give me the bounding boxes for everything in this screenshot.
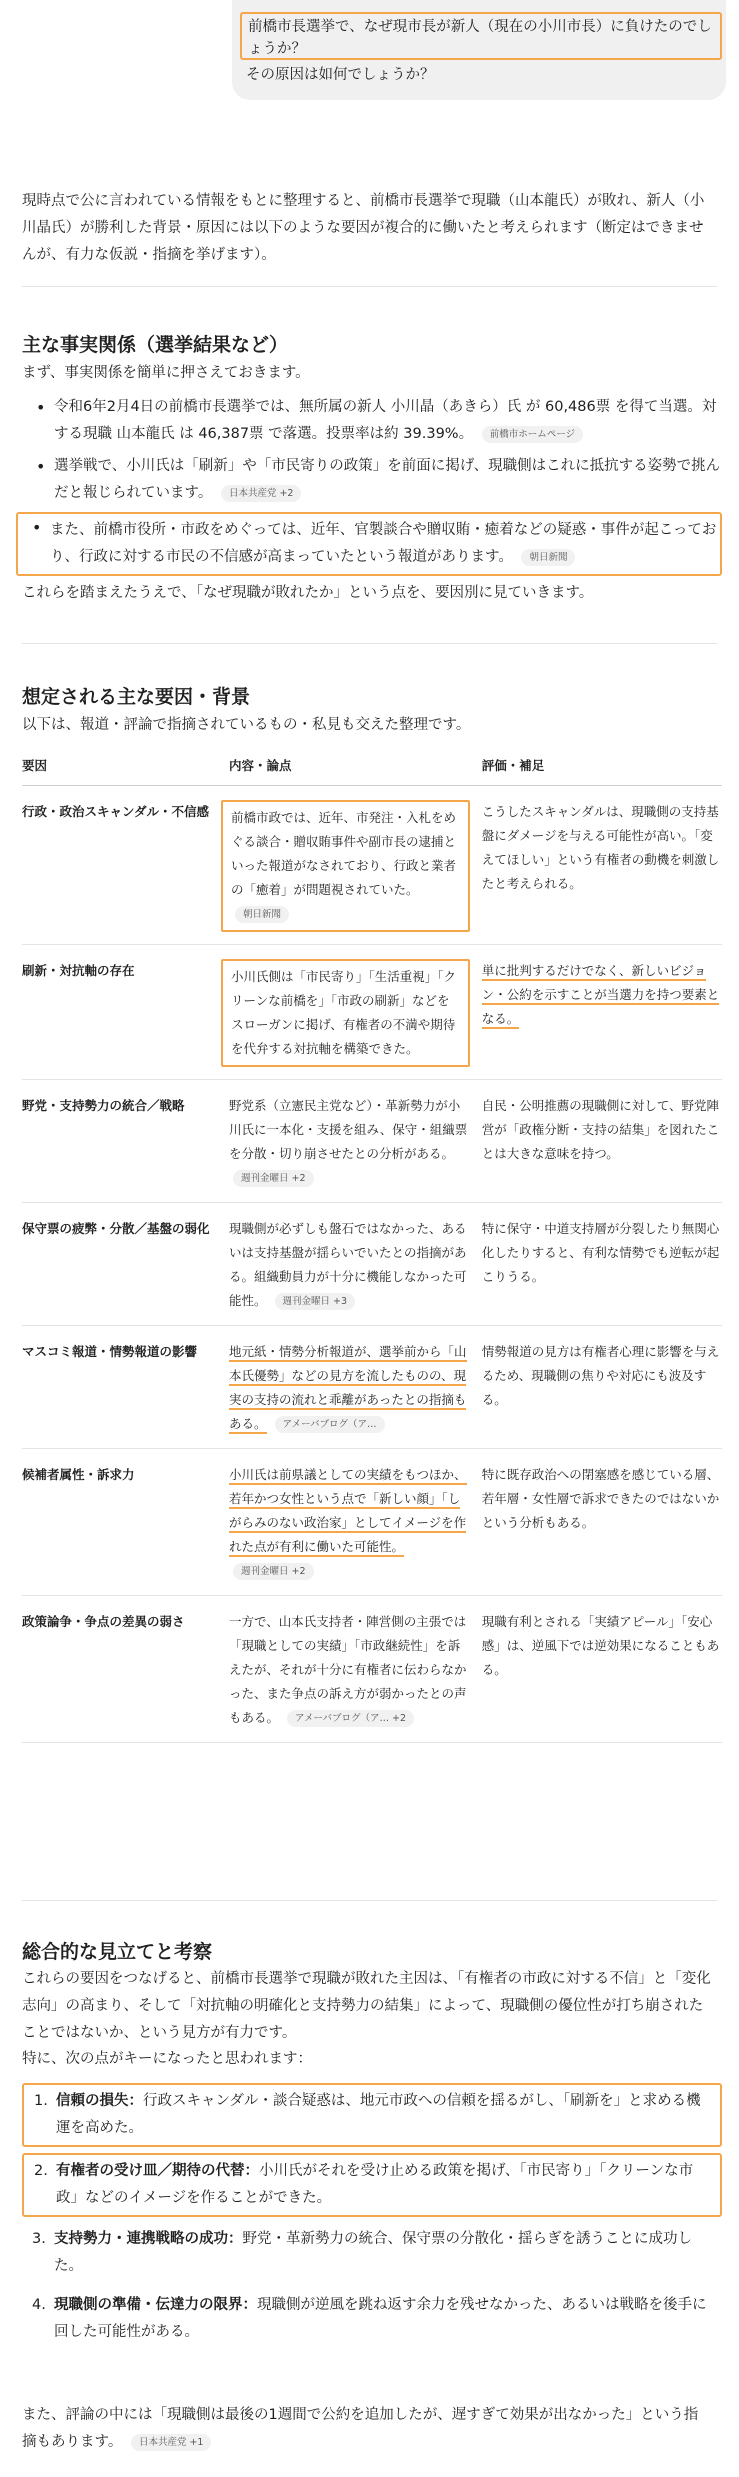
column-header-factor: 要因 <box>22 745 229 786</box>
factor-cell: 刷新・対抗軸の存在 <box>22 945 229 1080</box>
note-cell: 特に保守・中道支持層が分裂したり無関心化したりすると、有利な情勢でも逆転が起こりうる。 <box>482 1203 722 1326</box>
content-cell <box>229 1326 482 1449</box>
content-cell <box>229 786 482 945</box>
note-cell: こうしたスキャンダルは、現職側の支持基盤にダメージを与える可能性が高い。「変えてほしい」という有権者の動機を刺激したと考えられる。 <box>482 786 722 945</box>
content-text: 前橋市政では、近年、市発注・入札をめぐる談合・贈収賄事件や副市長の逮捕といった報道がなされており、行政と業者の「癒着」が問題視されていた。 <box>231 810 457 897</box>
intro-paragraph: 現時点で公に言われている情報をもとに整理すると、前橋市長選挙で現職（山本龍氏）が敗れ、新人（小川晶氏）が勝利した背景・原因には以下のような要因が複合的に働いたと考えられます（断定はできませんが、有力な仮説・指摘を挙げます）。 <box>22 193 705 263</box>
key-point-title: 信頼の損失： <box>56 2093 143 2109</box>
key-point <box>22 2289 722 2349</box>
note-cell: 自民・公明推薦の現職側に対して、野党陣営が「政権分断・支持の結集」を図れたことは大きな意味を持つ。 <box>482 1080 722 1203</box>
fact-item-text: 選挙戦で、小川氏は「刷新」や「市民寄りの政策」を前面に掲げ、現職側はこれに抵抗する姿勢で挑んだと報じられています。 <box>54 458 721 501</box>
key-point-text: 現職側が逆風を跳ね返す余力を残せなかった、あるいは戦略を後手に回した可能性がある。 <box>54 2297 707 2340</box>
source-chip[interactable]: 週刊金曜日 +3 <box>275 1293 356 1310</box>
content-text-underlined: 地元紙・情勢分析報道が、選挙前から「山本氏優勢」などの見方を流したものの、現実の支持の流れと乖離があったとの指摘もある。 <box>229 1344 467 1434</box>
content-cell <box>229 1449 482 1596</box>
key-point <box>22 2083 722 2147</box>
content-text: 小川氏側は「市民寄り」「生活重視」「クリーンな前橋を」「市政の刷新」などをスローガンに掲げ、有権者の不満や期待を代弁する対抗軸を構築できた。 <box>231 969 457 1056</box>
factor-cell: 候補者属性・訴求力 <box>22 1449 229 1596</box>
key-point-text: 小川氏がそれを受け止める政策を掲げ、「市民寄り」「クリーンな市政」などのイメージを作ることができた。 <box>56 2163 694 2206</box>
factors-lead: 以下は、報道・評論で指摘されているもの・私見も交えた整理です。 <box>22 717 471 733</box>
facts-list <box>22 394 722 581</box>
key-point <box>22 2153 722 2217</box>
table-row <box>22 1596 722 1743</box>
fact-item <box>22 394 722 448</box>
key-point-number: 1. <box>34 2093 48 2109</box>
divider <box>22 643 717 644</box>
note-text-underlined: 単に批判するだけでなく、新しいビジョン・公約を示すことが当選力を持つ要素となる。 <box>482 963 720 1029</box>
facts-lead: まず、事実関係を簡単に押さえておきます。 <box>22 365 310 381</box>
column-header-content: 内容・論点 <box>229 745 482 786</box>
table-row <box>22 1203 722 1326</box>
table-row <box>22 1449 722 1596</box>
facts-heading: 主な事実関係（選挙結果など） <box>22 334 289 356</box>
content-cell <box>229 1596 482 1743</box>
key-point-title: 現職側の準備・伝達力の限界： <box>54 2297 257 2313</box>
factors-heading: 想定される主な要因・背景 <box>22 686 251 708</box>
table-row <box>22 1080 722 1203</box>
fact-item-highlighted <box>16 512 722 576</box>
content-text: 一方で、山本氏支持者・陣営側の主張では「現職としての実績」「市政継続性」を訴えたが、それが十分に有権者に伝わらなかった、また争点の訴え方が弱かったとの声もある。 <box>229 1614 467 1725</box>
table-row <box>22 1326 722 1449</box>
fact-item <box>22 453 722 507</box>
key-point <box>22 2223 722 2283</box>
summary-closing <box>22 2402 712 2456</box>
key-point-number: 4. <box>32 2297 46 2313</box>
source-chip[interactable]: 朝日新聞 <box>521 549 575 566</box>
divider <box>22 286 717 287</box>
table-row <box>22 945 722 1080</box>
keys-lead: 特に、次の点がキーになったと思われます： <box>22 2051 312 2067</box>
content-text: 現職側が必ずしも盤石ではなかった、あるいは支持基盤が揺らいでいたとの指摘がある。組織動員力が十分に機能しなかった可能性。 <box>229 1221 467 1308</box>
content-cell <box>229 945 482 1080</box>
source-chip[interactable]: 週刊金曜日 +2 <box>233 1170 314 1187</box>
source-chip[interactable]: アメーバブログ（ア… <box>275 1416 385 1433</box>
factors-table <box>22 745 722 1743</box>
key-point-number: 3. <box>32 2231 46 2247</box>
key-points-list <box>22 2083 722 2355</box>
user-question-line2: その原因は如何でしょうか？ <box>246 67 435 83</box>
source-chip[interactable]: 朝日新聞 <box>235 906 289 923</box>
factor-cell: マスコミ報道・情勢報道の影響 <box>22 1326 229 1449</box>
summary-closing-text: また、評論の中には「現職側は最後の1週間で公約を追加したが、遅すぎて効果が出なかった」という指摘もあります。 <box>22 2407 699 2450</box>
divider <box>22 1900 717 1901</box>
factor-cell: 野党・支持勢力の統合／戦略 <box>22 1080 229 1203</box>
source-chip[interactable]: 日本共産党 +1 <box>131 2434 212 2451</box>
key-point-title: 支持勢力・連携戦略の成功： <box>54 2231 243 2247</box>
fact-item-text: また、前橋市役所・市政をめぐっては、近年、官製談合や贈収賄・癒着などの疑惑・事件が起こっており、行政に対する市民の不信感が高まっていたという報道があります。 <box>50 522 717 565</box>
key-point-number: 2. <box>34 2163 48 2179</box>
factor-cell: 政策論争・争点の差異の弱さ <box>22 1596 229 1743</box>
note-cell: 特に既存政治への閉塞感を感じている層、若年層・女性層で訴求できたのではないかという分析もある。 <box>482 1449 722 1596</box>
content-text: 野党系（立憲民主党など）・革新勢力が小川氏に一本化・支援を組み、保守・組織票を分散・切り崩させたとの分析がある。 <box>229 1098 468 1161</box>
fact-item-text: 令和6年2月4日の前橋市長選挙では、無所属の新人 小川晶（あきら）氏 が 60,486票 を得て当選。対する現職 山本龍氏 は 46,387票 で落選。投票率は約 39.39%。 <box>54 399 717 442</box>
facts-closing: これらを踏まえたうえで、「なぜ現職が敗れたか」という点を、要因別に見ていきます。 <box>22 585 594 601</box>
content-cell <box>229 1080 482 1203</box>
source-chip[interactable]: 週刊金曜日 +2 <box>233 1563 314 1580</box>
factor-cell: 行政・政治スキャンダル・不信感 <box>22 786 229 945</box>
source-chip[interactable]: 日本共産党 +2 <box>221 485 302 502</box>
source-chip[interactable]: 前橋市ホームページ <box>482 426 583 443</box>
column-header-note: 評価・補足 <box>482 745 722 786</box>
note-cell: 情勢報道の見方は有権者心理に影響を与えるため、現職側の焦りや対応にも波及する。 <box>482 1326 722 1449</box>
content-text-underlined: 小川氏は前県議としての実績をもつほか、若年かつ女性という点で「新しい顔」「しがらみのない政治家」としてイメージを作れた点が有利に働いた可能性。 <box>229 1467 467 1557</box>
table-header-row <box>22 745 722 786</box>
note-cell: 現職有利とされる「実績アピール」「安心感」は、逆風下では逆効果になることもある。 <box>482 1596 722 1743</box>
summary-heading: 総合的な見立てと考察 <box>22 1941 213 1963</box>
highlighted-cell-box <box>221 800 470 932</box>
table-row <box>22 786 722 945</box>
source-chip[interactable]: アメーバブログ（ア… +2 <box>287 1710 414 1727</box>
key-point-text: 野党・革新勢力の統合、保守票の分散化・揺らぎを誘うことに成功した。 <box>54 2231 692 2274</box>
factor-cell: 保守票の疲弊・分散／基盤の弱化 <box>22 1203 229 1326</box>
user-question-line1: 前橋市長選挙で、なぜ現市長が新人（現在の小川市長）に負けたのでしょうか？ <box>240 12 722 60</box>
note-cell <box>482 945 722 1080</box>
key-point-text: 行政スキャンダル・談合疑惑は、地元市政への信頼を揺るがし、「刷新を」と求める機運を高めた。 <box>56 2093 701 2136</box>
content-cell <box>229 1203 482 1326</box>
key-point-title: 有権者の受け皿／期待の代替： <box>56 2163 259 2179</box>
summary-lead: これらの要因をつなげると、前橋市長選挙で現職が敗れた主因は、「有権者の市政に対する不信」と「変化志向」の高まり、そして「対抗軸の明確化と支持勢力の結集」によって、現職側の優位性が打ち崩されたことではないか、という見方が有力です。 <box>22 1971 711 2041</box>
highlighted-cell-box <box>221 959 470 1067</box>
